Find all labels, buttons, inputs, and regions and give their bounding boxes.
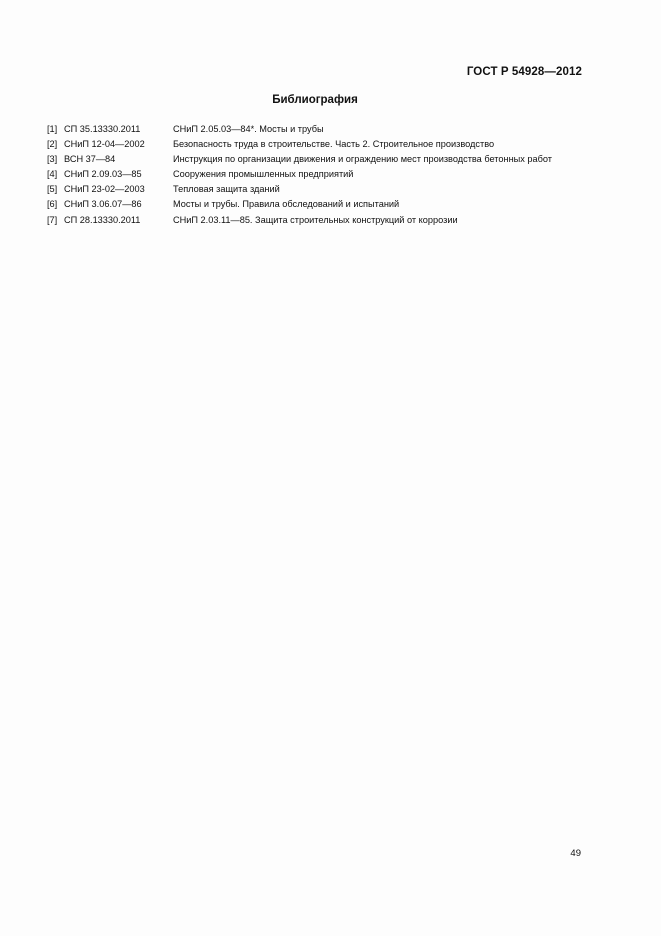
entry-title: Безопасность труда в строительстве. Часть 2. Строительное производство — [173, 139, 495, 150]
entry-code: СП 35.13330.2011 — [64, 124, 141, 134]
bibliography-entry — [47, 167, 607, 182]
entry-code: СНиП 2.09.03—85 — [64, 169, 142, 180]
page-number: 49 — [570, 848, 581, 859]
entry-code: СНиП 12-04—2002 — [64, 139, 145, 150]
entry-code: СНиП 3.06.07—86 — [64, 199, 142, 210]
section-title: Библиография — [272, 94, 358, 106]
document-header-standard: ГОСТ Р 54928—2012 — [466, 66, 582, 78]
entry-number: [7] — [47, 214, 58, 225]
entry-number: [4] — [47, 169, 58, 180]
bibliography-entry — [47, 152, 607, 167]
entry-code: СНиП 23-02—2003 — [64, 184, 145, 195]
entry-number: [6] — [47, 199, 58, 210]
entry-number: [1] — [47, 124, 58, 134]
bibliography-entry — [47, 197, 607, 212]
entry-title: Инструкция по организации движения и ограждению мест производства бетонных работ — [173, 154, 553, 165]
entry-number: [5] — [47, 184, 58, 195]
bibliography-entry — [47, 122, 607, 137]
entry-title: Тепловая защита зданий — [173, 184, 280, 195]
entry-title: СНиП 2.05.03—84*. Мосты и трубы — [173, 124, 324, 134]
entry-number: [2] — [47, 139, 58, 150]
entry-code: ВСН 37—84 — [64, 154, 116, 165]
bibliography-list — [47, 122, 607, 228]
entry-title: Сооружения промышленных предприятий — [173, 169, 354, 180]
entry-number: [3] — [47, 154, 58, 165]
bibliography-entry — [47, 182, 607, 197]
bibliography-entry — [47, 213, 607, 228]
entry-title: СНиП 2.03.11—85. Защита строительных конструкций от коррозии — [173, 214, 458, 225]
bibliography-entry — [47, 137, 607, 152]
entry-title: Мосты и трубы. Правила обследований и испытаний — [173, 199, 400, 210]
entry-code: СП 28.13330.2011 — [64, 214, 141, 225]
